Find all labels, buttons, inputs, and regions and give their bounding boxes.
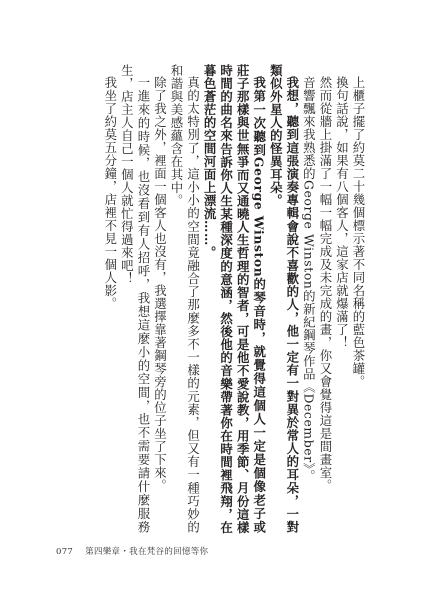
page-number: 077 (56, 547, 74, 557)
paragraph-7: 真的太特別了，這小小的空間竟融合了那麼多不一樣的元素，但又有一種巧妙的和諧與美感蘊含在其中。 (168, 64, 201, 534)
paragraph-8: 除了我之外，裡面一個客人也沒有，我選擇靠著鋼琴旁的位子坐了下來。 (152, 76, 168, 493)
paragraph-3: 然而從牆上掛滿了一幅一幅完成及未完成的畫，你又會覺得這是間畫室。 (317, 76, 333, 493)
paragraph-1: 上櫃子擺了約莫二十幾個標示著不同名稱的藍色茶罐。 (351, 76, 366, 389)
paragraph-4: 音響飄來我熟悉的George Winston的新紀鋼琴作品《December》。 (301, 76, 317, 483)
paragraph-6-bold: 我第一次聽到George Winston的琴音時，就覺得這個人一定是個像老子或莊子那樣與世無爭而又通曉人生哲理的智者，可是他不愛說教，用季節、月份這樣時間的曲名來告訴你人生某種深度的意涵，然後他的音樂帶著你在時間裡飛翔，在暮色蒼茫的空間河面上漂流……。 (202, 64, 267, 534)
paragraph-2: 換句話說，如果有八個客人，這家店就爆滿了！ (334, 76, 350, 350)
paragraph-5-bold: 我想，聽到這張演奏專輯會說不喜歡的人，他一定有一對異於常人的耳朵，一對類似外星人的怪異耳朵。 (268, 64, 300, 534)
page-footer (56, 545, 208, 557)
running-chapter-title: 第四樂章・我在梵谷的回憶等你 (85, 547, 209, 557)
paragraph-9: 一進來的時候，也沒看到有人招呼，我想這麼小的空間，也不需要請什麼服務生，店主人自己一個人就忙得過來吧！ (119, 64, 151, 534)
paragraph-10: 我坐了約莫五分鐘，店裡不見一個人影。 (102, 76, 118, 311)
vertical-text-body (46, 64, 366, 534)
